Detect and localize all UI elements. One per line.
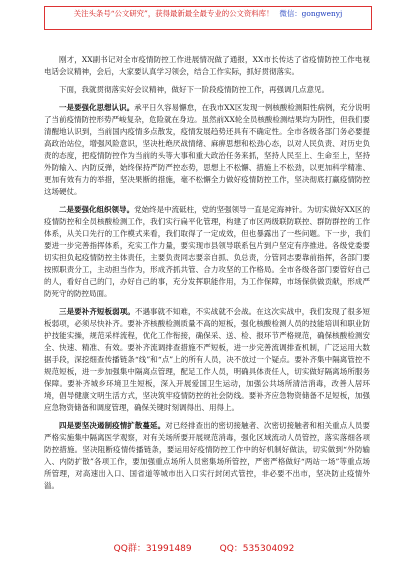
- paragraph-2: [44, 84, 370, 96]
- paragraph-1: [44, 54, 370, 78]
- paragraph-4: [44, 204, 370, 300]
- wechat-id: 微信：gongwenyj: [279, 9, 343, 18]
- paragraph-2-text: 下面，我就贯彻落实好会议精神，做好下一阶段疫情防控工作，再强调几点意见。: [59, 85, 329, 94]
- paragraph-5-text: 不遇事就不知难，不实战就不会战。在这次实战中，我们发现了很多短板弱项，必须尽快补齐。要补齐核酸检测质量不高的短板，强化核酸检测人员的技能培训和职业防护技能实操，规范采样流程，优化工作衔接，确保采、送、检、报环节严格规范，确保核酸检测安全、快速、精准、有效。要补齐流调排查措施不严短板，进一步完善流调排查机制，广泛运用大数据手段，深挖细查传播链条“线”和“点”上的所有人员，决不放过一个疑点。要补齐集中隔离管控不规范短板，进一步加强集中隔离点管理，配足工作人员，明确具体责任人，切实做好隔离场所服务保障。要补齐城乡环境卫生短板，深入开展爱国卫生运动，加强公共场所清洁消毒，改善人居环境，倡导健康文明生活方式，坚决筑牢疫情防控的社会防线。要补齐应急物资储备不足短板，加强应急物资储备和调度管理，确保关键时刻调得出、用得上。: [44, 307, 370, 412]
- header-banner: [44, 6, 372, 30]
- paragraph-1-text: 刚才，XX副书记对全市疫情防控工作进展情况做了通报，XX市长传达了省疫情防控工作电视电话会议精神，会后，大家要认真学习领会，结合工作实际，抓好贯彻落实。: [44, 55, 370, 76]
- document-body: [44, 54, 370, 516]
- paragraph-6-lead: 四是要坚决遏制疫情扩散蔓延。: [59, 421, 166, 430]
- paragraph-5: [44, 306, 370, 414]
- banner-text: 关注头条号“公文研究”，获得最新最全最专业的公文资料库！: [73, 9, 274, 18]
- paragraph-4-text: 党始终是中流砥柱，党的坚强领导一直是定海神针。为切实做好XX区的疫情防控和全员核酸检测工作，我们实行扁平化管理，构建了市区两级联防联控、群防群控的工作体系，从关口先行的工作模式来看，我们取得了一定成效，但也暴露出了一些问题。下一步，我们要进一步完善指挥体系，充实工作力量，要实现市县领导联系包片到户坚定有序推进。各级党委要切实担负起疫情防控主体责任，主要负责同志要亲自抓、负总责，分管同志要靠前指挥，各部门要按照职责分工，主动担当作为，形成齐抓共管、合力攻坚的工作格局。全市各级各部门要管好自己的人，看好自己的门，办好自己的事，充分发挥职能作用，为工作保障，市场保供做贡献，形成严防死守的防控局面。: [44, 205, 370, 298]
- footer-qq-group: QQ群：31991489: [113, 544, 192, 554]
- paragraph-4-lead: 二是要强化组织领导。: [59, 205, 135, 214]
- paragraph-3-lead: 一是要强化思想认识。: [59, 103, 135, 112]
- footer: [0, 541, 408, 557]
- paragraph-5-lead: 三是要补齐短板弱项。: [59, 307, 135, 316]
- paragraph-6: [44, 420, 370, 492]
- paragraph-6-text: 对已经排查出的密切接触者、次密切接触者和相关重点人员要严格实施集中隔离医学观察，对有关场所要开展规范消毒，强化区域流动人员管控，落实落细各项防控措施。坚决阻断疫情传播链条，要运用好疫情防控工作中的好机制好做法，切实做到“外防输入、内防扩散”各项工作，要加强重点场所人员密集场所管控，严密严格做好“两站一场”等重点场所管理，对高速出入口、国省道等城市出入口实行封闭式管控，非必要不出市，坚决防止疫情外溢。: [44, 421, 370, 490]
- paragraph-3-text: 承平日久容易懈怠，在我市XX区发现一例核酸检测阳性病例，充分说明了当前疫情防控形势严峻复杂，危险就在身边。虽然前XX轮全员核酸检测结果均为阴性，但我们要清醒地认识到，当前国内疫情多点散发，疫情发展趋势还具有不确定性。全市各级各部门务必要提高政治站位，增强风险意识，坚决杜绝厌战情绪、麻痹思想和松劲心态，以对人民负责、对历史负责的态度，把疫情防控作为当前的头等大事和重大政治任务来抓，坚持人民至上、生命至上，坚持外防输入、内防反弹，始终保持严防严控态势，思想上不松懈、措施上不松劲，以更加科学精准、更加有效有力的举措，坚决果断的措施，毫不松懈全力做好疫情防控工作，坚决彻底打赢疫情防控这场硬仗。: [44, 103, 370, 196]
- paragraph-3: [44, 102, 370, 198]
- footer-qq: QQ：535304092: [219, 544, 295, 554]
